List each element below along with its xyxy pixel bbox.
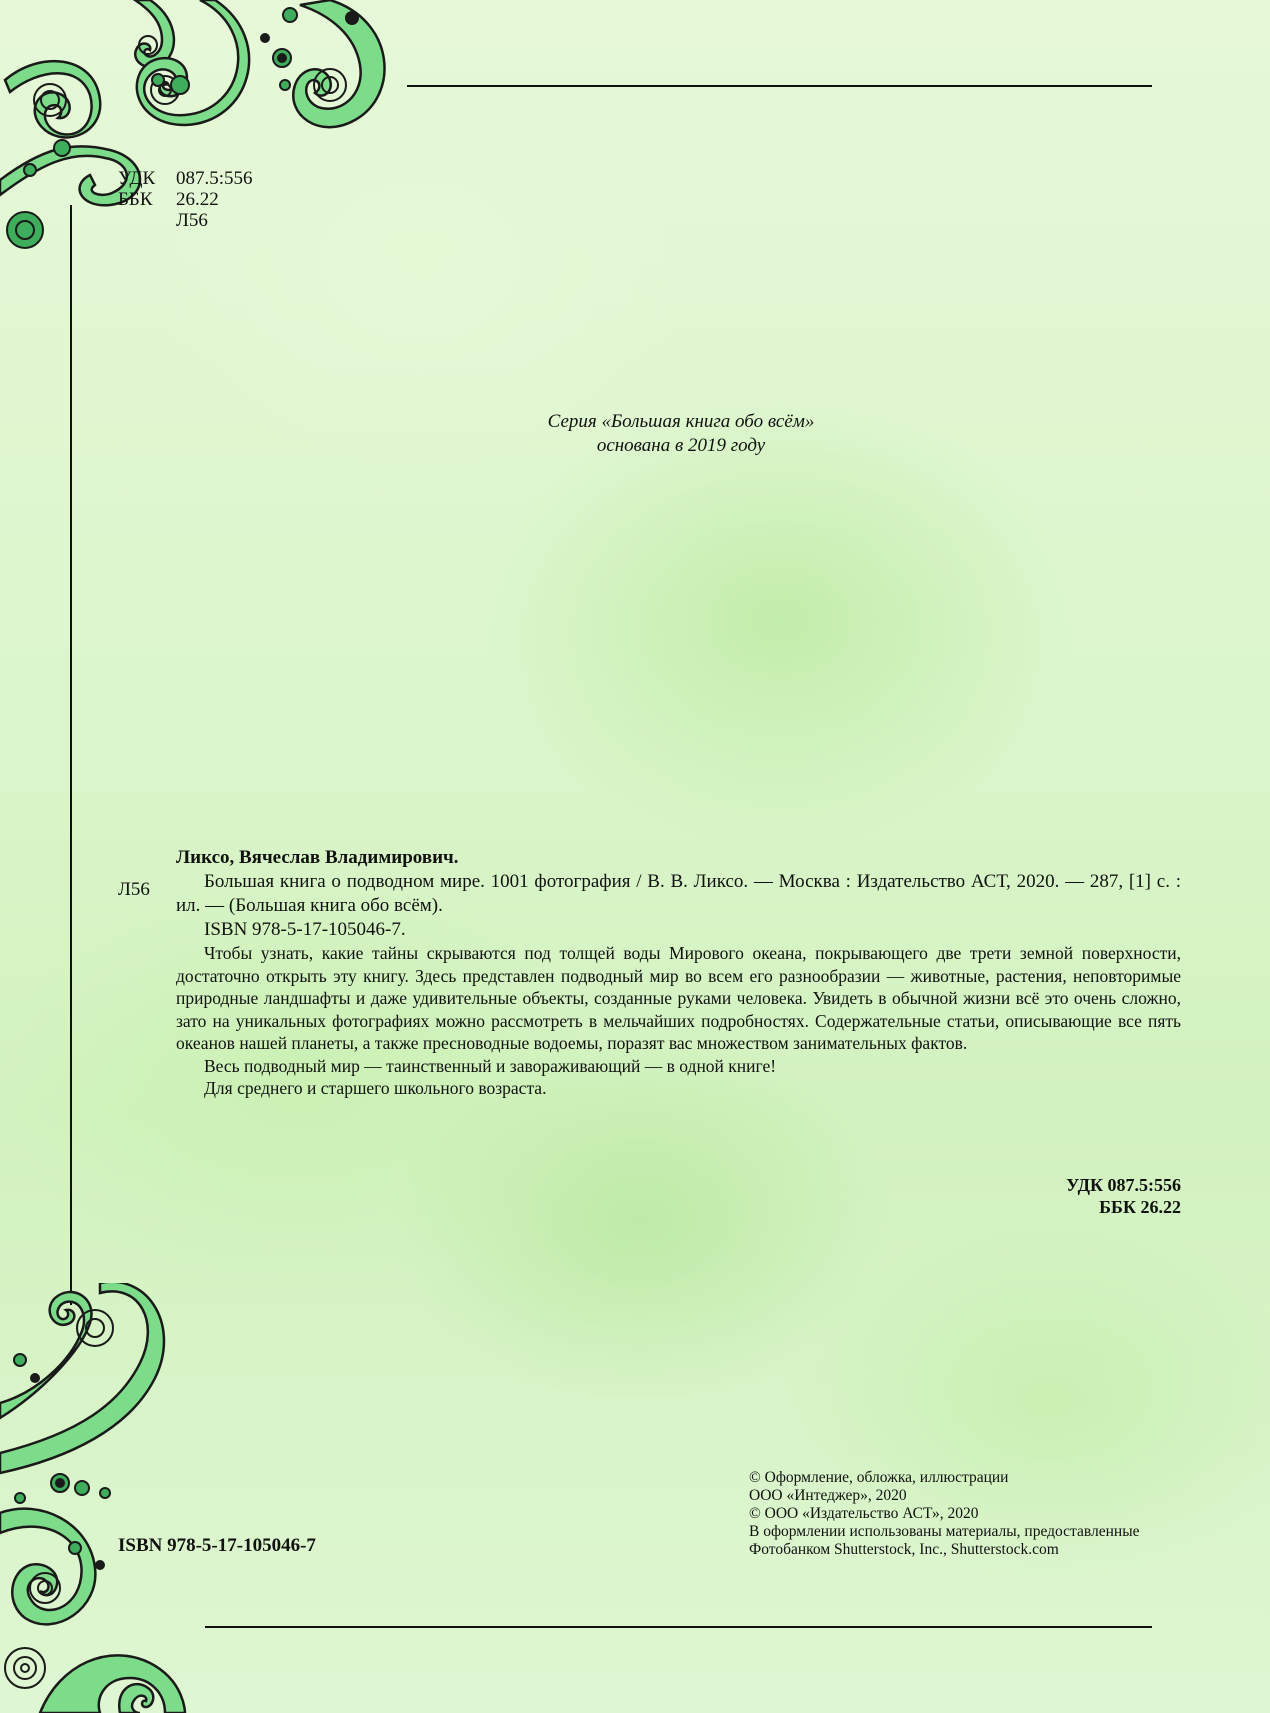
top-rule bbox=[407, 85, 1152, 87]
bbk-value: 26.22 bbox=[176, 189, 219, 210]
copyright-line: ООО «Интеджер», 2020 bbox=[749, 1487, 907, 1504]
entry-annotation: Чтобы узнать, какие тайны скрываются под толщей воды Мирового океана, покрывающего две трети земной поверхности, достаточно открыть эту книгу. Здесь представлен подводный мир во всем его разнообразии — животные, растения, неповторимые природные ландшафты и даже удивительные объекты, созданные руками человека. Увидеть в обычной жизни всё это очень сложно, зато на уникальных фотографиях можно рассмотреть в мельчайших подробностях. Содержательные статьи, описывающие все пять океанов нашей планеты, а также пресноводные водоемы, поразят вас множеством занимательных фактов. bbox=[176, 943, 1181, 1053]
udk-value: 087.5:556 bbox=[176, 168, 253, 189]
udk-right: УДК 087.5:556 bbox=[1066, 1175, 1181, 1195]
entry-author: Ликсо, Вячеслав Владимирович. bbox=[176, 847, 459, 868]
copyright-line: В оформлении использованы материалы, предоставленные bbox=[749, 1523, 1140, 1540]
entry-isbn: ISBN 978-5-17-105046-7. bbox=[204, 919, 406, 940]
entry-left-code: Л56 bbox=[118, 879, 150, 900]
series-note bbox=[0, 410, 1270, 458]
bbk-right: ББК 26.22 bbox=[1099, 1197, 1181, 1217]
header-codes bbox=[118, 168, 253, 231]
isbn-bottom: ISBN 978-5-17-105046-7 bbox=[118, 1535, 316, 1556]
copyright-block bbox=[749, 1469, 1140, 1559]
bbk-label: ББК bbox=[118, 189, 153, 210]
series-line-2: основана в 2019 году bbox=[596, 435, 766, 456]
classification-right bbox=[900, 1174, 1181, 1218]
entry-title: Большая книга о подводном мире. 1001 фотография / В. В. Ликсо. — Москва : Издательство АСТ, 2020. — 287, [1] с. : ил. — (Большая книга обо всём). bbox=[176, 871, 1181, 916]
bottom-rule bbox=[205, 1626, 1152, 1628]
bottom-left-swirl-ornament bbox=[0, 1283, 230, 1713]
udk-label: УДК bbox=[118, 168, 156, 189]
author-mark: Л56 bbox=[176, 210, 208, 231]
entry-audience: Для среднего и старшего школьного возраста. bbox=[204, 1078, 547, 1098]
series-line-1: Серия «Большая книга обо всём» bbox=[547, 411, 815, 432]
left-rule bbox=[70, 205, 72, 1305]
entry-tagline: Весь подводный мир — таинственный и завораживающий — в одной книге! bbox=[204, 1055, 777, 1076]
copyright-line: Фотобанком Shutterstock, Inc., Shutterstock.com bbox=[749, 1541, 1059, 1558]
bibliographic-entry bbox=[176, 846, 1181, 1100]
copyright-line: © ООО «Издательство АСТ», 2020 bbox=[749, 1505, 979, 1522]
copyright-line: © Оформление, обложка, иллюстрации bbox=[749, 1469, 1009, 1486]
